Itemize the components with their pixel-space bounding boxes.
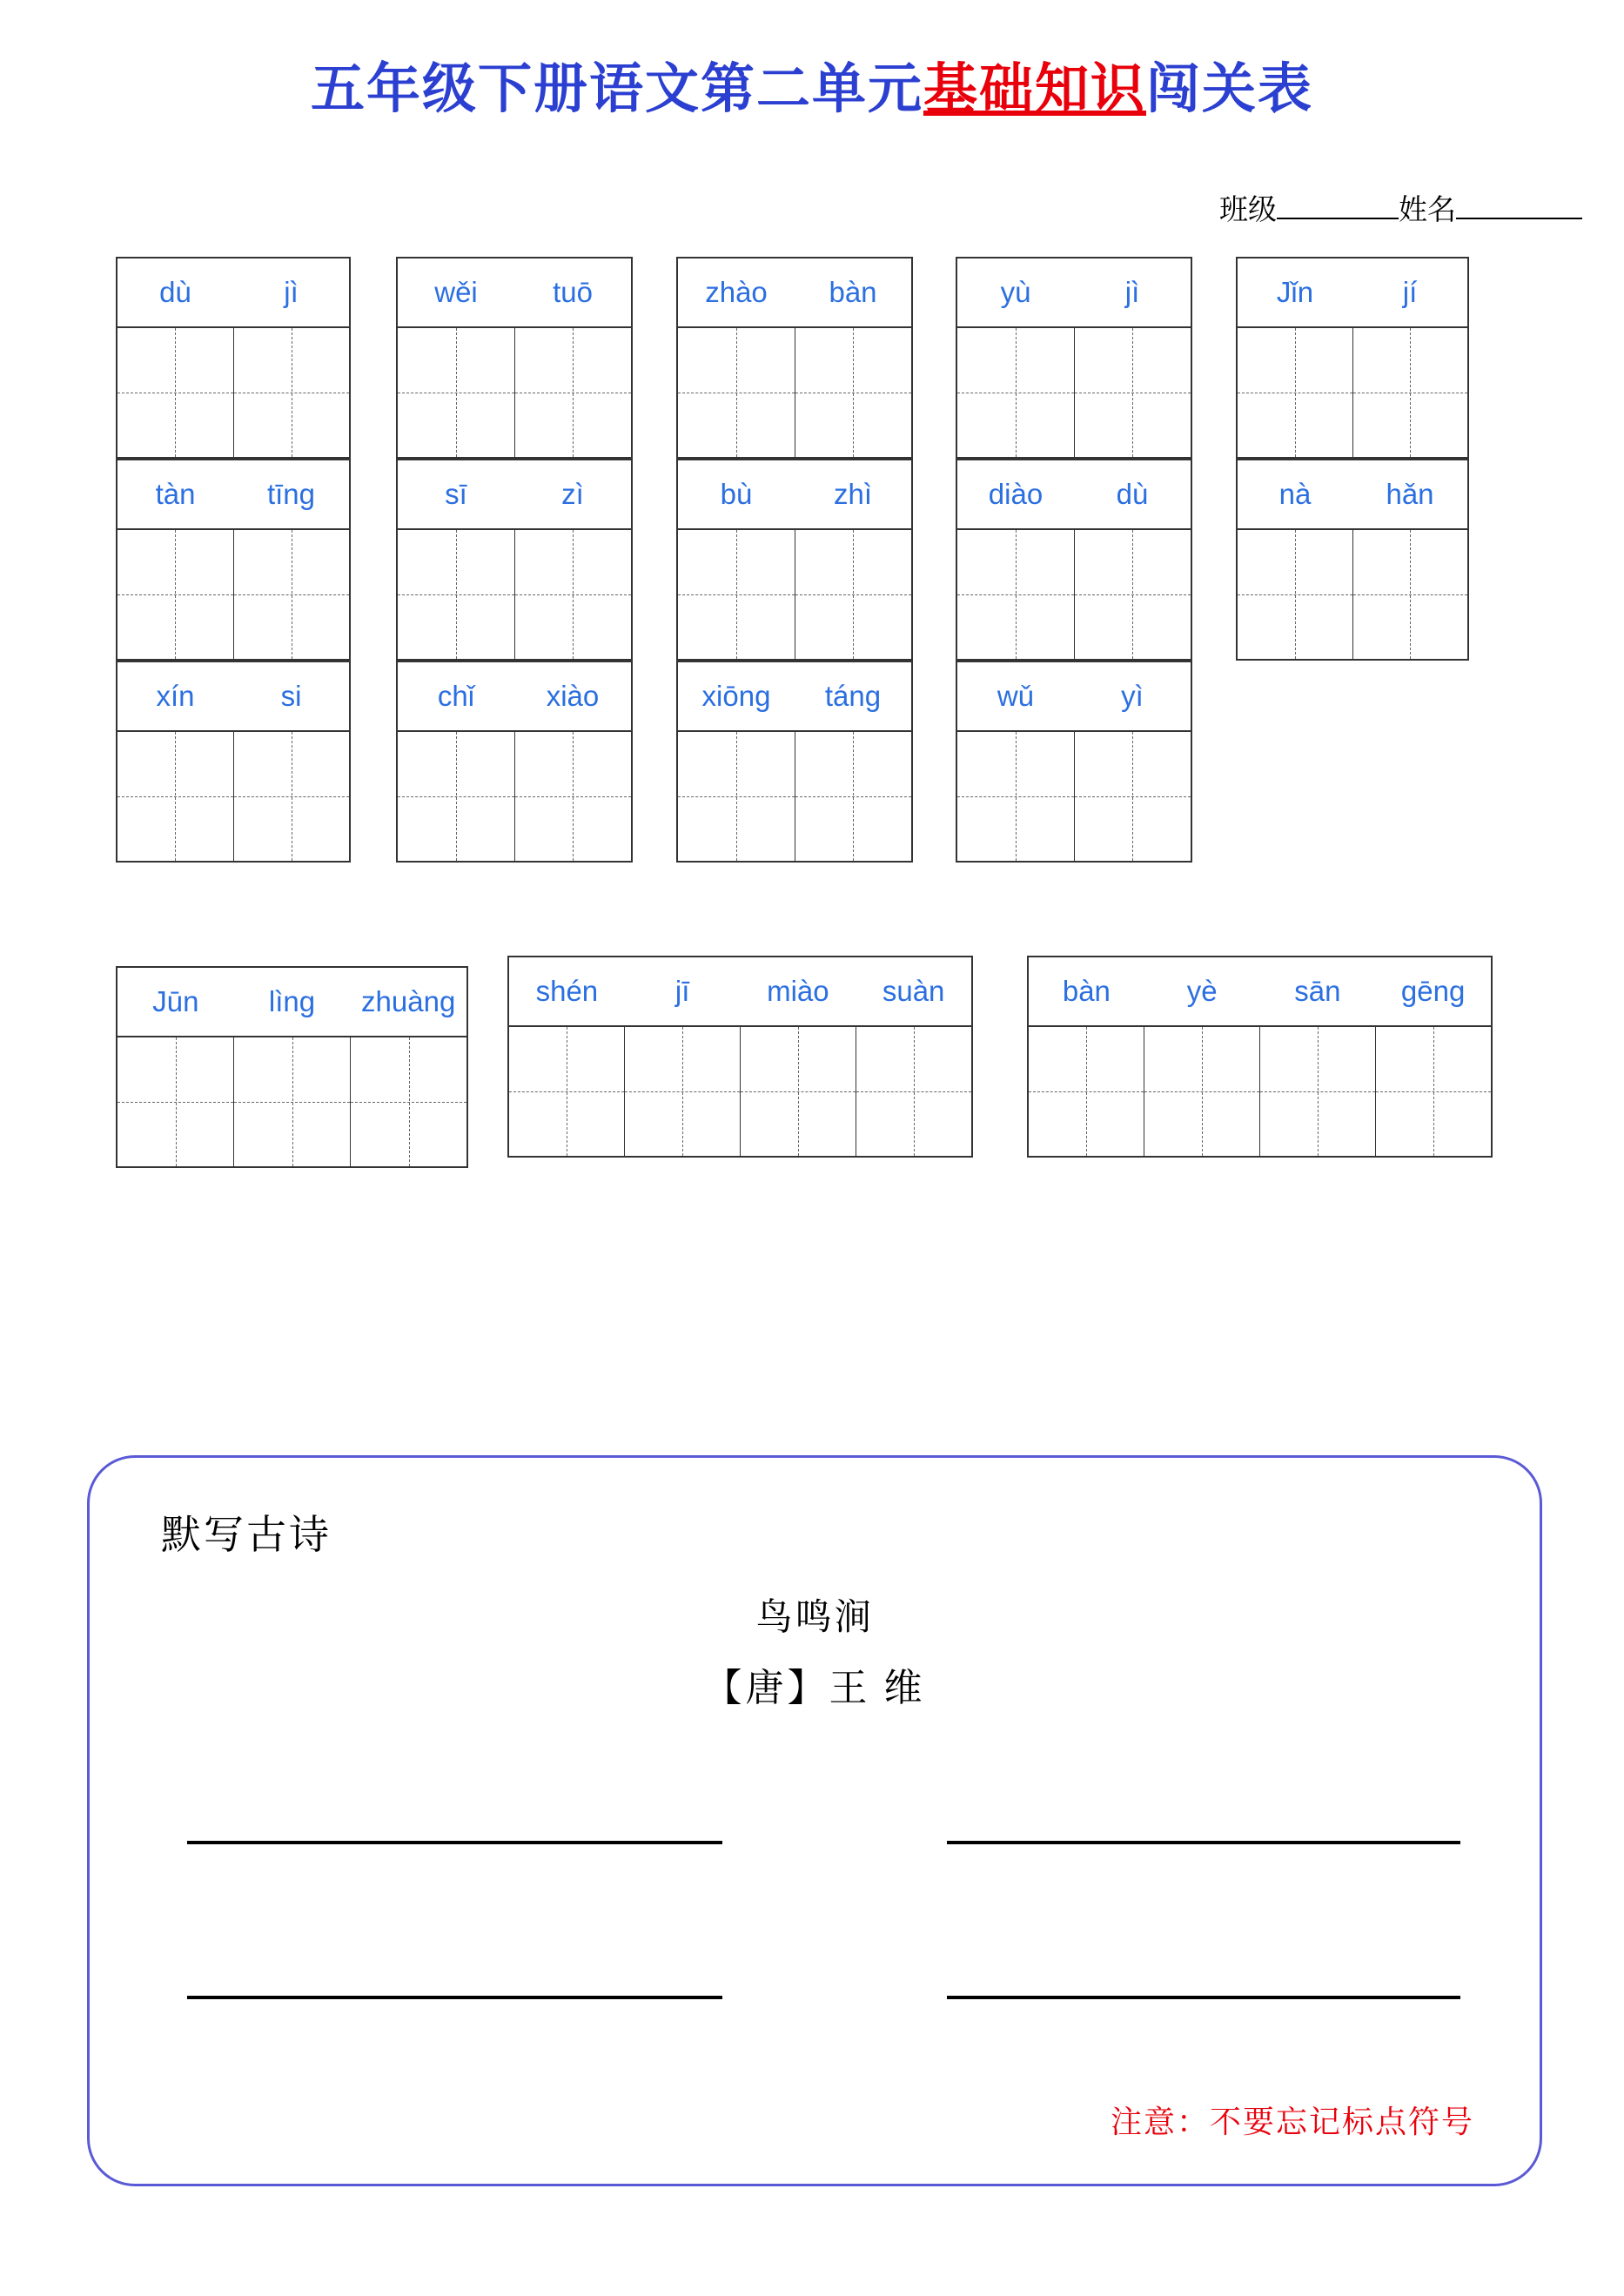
writing-cell[interactable] <box>398 530 515 659</box>
pinyin-cell: xiào <box>546 680 600 712</box>
writing-cell[interactable] <box>398 328 515 457</box>
word-column-5 <box>1236 257 1469 661</box>
pinyin-row <box>1027 956 1493 1025</box>
writing-grid-row[interactable] <box>676 730 913 863</box>
writing-cell[interactable] <box>515 732 632 861</box>
writing-cell[interactable] <box>117 328 234 457</box>
pinyin-row <box>676 257 913 326</box>
writing-cell[interactable] <box>678 732 795 861</box>
writing-grid-row[interactable] <box>676 528 913 661</box>
pinyin-row <box>116 257 351 326</box>
pinyin-cell: wǔ <box>997 680 1035 712</box>
word-group <box>116 257 351 459</box>
pinyin-cell: gēng <box>1400 975 1466 1007</box>
poem-note: 注意：不要忘记标点符号 <box>1110 2105 1474 2139</box>
word-group <box>1236 257 1469 459</box>
word-column-1 <box>116 257 351 863</box>
writing-cell[interactable] <box>117 530 234 659</box>
pinyin-cell: shén <box>535 975 599 1007</box>
pinyin-cell: jī <box>674 975 690 1007</box>
pinyin-row <box>1236 257 1469 326</box>
pinyin-cell: dù <box>159 276 191 308</box>
word-group <box>116 459 351 661</box>
pinyin-row <box>507 956 973 1025</box>
word-column-4 <box>956 257 1192 863</box>
phrase-block-1 <box>116 966 468 1168</box>
writing-grid-row[interactable] <box>1236 326 1469 459</box>
pinyin-cell: zì <box>561 478 584 510</box>
word-group <box>676 459 913 661</box>
writing-cell[interactable] <box>678 530 795 659</box>
pinyin-cell: xiōng <box>701 680 771 712</box>
pinyin-row <box>1236 459 1469 528</box>
writing-cell[interactable] <box>351 1037 466 1166</box>
pinyin-row <box>956 661 1192 730</box>
writing-cell[interactable] <box>515 530 632 659</box>
writing-cell[interactable] <box>509 1027 625 1156</box>
writing-cell[interactable] <box>234 530 350 659</box>
writing-grid-row[interactable] <box>116 730 351 863</box>
word-group <box>956 661 1192 863</box>
pinyin-cell: tuō <box>553 276 593 308</box>
pinyin-cell: táng <box>824 680 882 712</box>
writing-cell[interactable] <box>1075 328 1191 457</box>
pinyin-cell: jí <box>1402 276 1418 308</box>
writing-grid-row[interactable] <box>1236 528 1469 661</box>
writing-grid-row[interactable] <box>396 528 633 661</box>
writing-cell[interactable] <box>117 732 234 861</box>
writing-cell[interactable] <box>1238 328 1353 457</box>
pinyin-row <box>956 459 1192 528</box>
pinyin-cell: Jǐn <box>1276 276 1314 308</box>
writing-grid-row[interactable] <box>676 326 913 459</box>
word-group <box>956 257 1192 459</box>
writing-grid-row[interactable] <box>116 1036 468 1168</box>
name-label: 姓名 <box>1399 195 1456 226</box>
pinyin-row <box>116 459 351 528</box>
pinyin-cell: jì <box>1124 276 1140 308</box>
pinyin-cell: lìng <box>268 985 316 1017</box>
pinyin-cell: wěi <box>434 276 478 308</box>
pinyin-cell: tàn <box>155 478 196 510</box>
pinyin-cell: sān <box>1294 975 1341 1007</box>
page-title-part3: 闯关表 <box>1146 60 1314 119</box>
word-group <box>396 459 633 661</box>
writing-cell[interactable] <box>741 1027 856 1156</box>
word-group <box>676 257 913 459</box>
pinyin-cell: tīng <box>266 478 316 510</box>
writing-cell[interactable] <box>795 328 912 457</box>
pinyin-cell: bàn <box>829 276 877 308</box>
word-group <box>116 661 351 863</box>
word-group <box>396 661 633 863</box>
word-group <box>396 257 633 459</box>
writing-cell[interactable] <box>1238 530 1353 659</box>
pinyin-row <box>396 257 633 326</box>
pinyin-row <box>116 661 351 730</box>
phrase-block-3 <box>1027 956 1493 1158</box>
poem-write-line-4[interactable] <box>947 1996 1460 1999</box>
pinyin-cell: bàn <box>1062 975 1111 1007</box>
pinyin-row <box>676 459 913 528</box>
poem-write-line-3[interactable] <box>187 1996 722 1999</box>
writing-cell[interactable] <box>234 328 350 457</box>
writing-cell[interactable] <box>234 732 350 861</box>
pinyin-row <box>396 661 633 730</box>
pinyin-cell: si <box>280 680 302 712</box>
writing-grid-row[interactable] <box>956 528 1192 661</box>
pinyin-cell: zhuàng <box>361 985 456 1017</box>
class-label: 班级 <box>1219 195 1277 226</box>
pinyin-cell: chǐ <box>437 680 475 712</box>
writing-cell[interactable] <box>1353 530 1468 659</box>
pinyin-cell: jì <box>284 276 299 308</box>
word-group <box>956 459 1192 661</box>
writing-cell[interactable] <box>625 1027 741 1156</box>
writing-cell[interactable] <box>1144 1027 1260 1156</box>
writing-cell[interactable] <box>678 328 795 457</box>
writing-grid-row[interactable] <box>116 326 351 459</box>
pinyin-cell: sī <box>445 478 467 510</box>
poem-write-line-2[interactable] <box>947 1841 1460 1844</box>
pinyin-cell: Jūn <box>152 985 199 1017</box>
writing-grid-row[interactable] <box>116 528 351 661</box>
writing-cell[interactable] <box>398 732 515 861</box>
pinyin-cell: hǎn <box>1386 478 1434 510</box>
writing-cell[interactable] <box>515 328 632 457</box>
pinyin-cell: zhào <box>705 276 768 308</box>
pinyin-cell: bù <box>720 478 753 510</box>
poem-write-line-1[interactable] <box>187 1841 722 1844</box>
writing-cell[interactable] <box>795 732 912 861</box>
writing-grid-row[interactable] <box>396 326 633 459</box>
pinyin-cell: zhì <box>833 478 873 510</box>
word-group <box>1236 459 1469 661</box>
page-title-highlight: 基础知识 <box>923 60 1146 119</box>
pinyin-cell: suàn <box>882 975 945 1007</box>
writing-cell[interactable] <box>795 530 912 659</box>
writing-grid-row[interactable] <box>956 730 1192 863</box>
pinyin-cell: yù <box>1000 276 1031 308</box>
writing-grid-row[interactable] <box>1027 1025 1493 1158</box>
writing-cell[interactable] <box>1075 732 1191 861</box>
word-column-2 <box>396 257 633 863</box>
pinyin-cell: diào <box>988 478 1044 510</box>
pinyin-cell: nà <box>1278 478 1312 510</box>
writing-cell[interactable] <box>234 1037 351 1166</box>
poem-title: 鸟鸣涧 <box>755 1598 874 1638</box>
writing-cell[interactable] <box>856 1027 971 1156</box>
writing-cell[interactable] <box>957 530 1075 659</box>
poem-author: 【唐】王 维 <box>703 1667 926 1709</box>
writing-cell[interactable] <box>957 732 1075 861</box>
writing-cell[interactable] <box>957 328 1075 457</box>
pinyin-row <box>956 257 1192 326</box>
writing-grid-row[interactable] <box>507 1025 973 1158</box>
writing-cell[interactable] <box>1029 1027 1144 1156</box>
writing-cell[interactable] <box>1376 1027 1491 1156</box>
writing-cell[interactable] <box>1353 328 1468 457</box>
writing-cell[interactable] <box>117 1037 234 1166</box>
pinyin-cell: yì <box>1121 680 1144 712</box>
writing-cell[interactable] <box>1075 530 1191 659</box>
poem-section-label: 默写古诗 <box>161 1513 332 1557</box>
pinyin-cell: xín <box>156 680 195 712</box>
writing-cell[interactable] <box>1260 1027 1376 1156</box>
writing-grid-row[interactable] <box>956 326 1192 459</box>
word-column-3 <box>676 257 913 863</box>
pinyin-row <box>116 966 468 1036</box>
pinyin-cell: yè <box>1186 975 1218 1007</box>
phrase-block-2 <box>507 956 973 1158</box>
pinyin-row <box>676 661 913 730</box>
pinyin-row <box>396 459 633 528</box>
pinyin-cell: miào <box>767 975 829 1007</box>
poem-dictation-box <box>87 1455 1542 2186</box>
writing-grid-row[interactable] <box>396 730 633 863</box>
word-group <box>676 661 913 863</box>
pinyin-cell: dù <box>1116 478 1149 510</box>
page-title-part1: 五年级下册语文第二单元 <box>310 60 923 119</box>
